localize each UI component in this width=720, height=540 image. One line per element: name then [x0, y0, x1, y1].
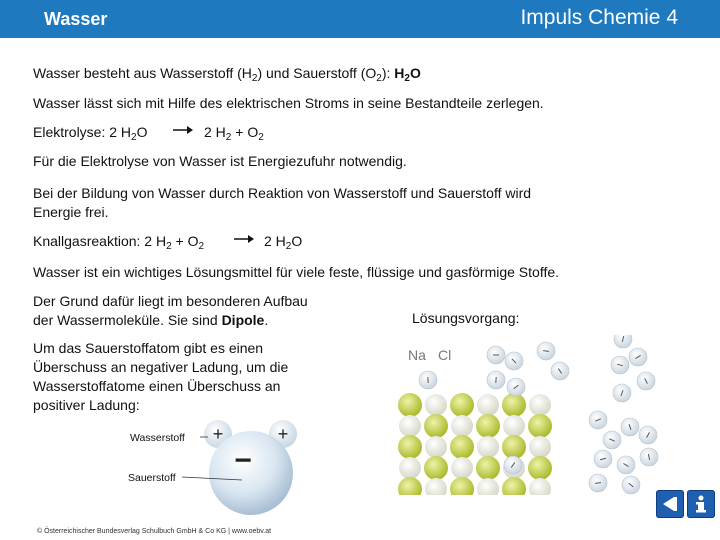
formula-h: H	[394, 65, 405, 81]
chloride-ion	[529, 478, 551, 495]
knallgas-product-o: O	[291, 233, 303, 249]
text-charge-b: Überschuss an negativer Ladung, um die	[33, 359, 289, 375]
chloride-ion	[503, 415, 525, 437]
chloride-ion	[425, 436, 447, 458]
text-charge-c: Wasserstoffatome einen Überschuss an	[33, 378, 281, 394]
sodium-ion	[398, 393, 422, 417]
sodium-ion	[528, 414, 552, 438]
formula-o: O	[409, 65, 421, 81]
knallgas-label: Knallgasreaktion: 2 H	[33, 233, 167, 249]
text-energy-release-b: Energie frei.	[33, 204, 109, 220]
sodium-ion	[502, 435, 526, 459]
sodium-ion	[424, 456, 448, 480]
products-o: + O	[231, 124, 259, 140]
sodium-ion	[476, 414, 500, 438]
sodium-ion	[424, 414, 448, 438]
plus-right: +	[277, 424, 289, 444]
knallgas-sub: 2	[166, 241, 172, 252]
knallgas-sub-2: 2	[198, 241, 205, 252]
chloride-ion	[425, 478, 447, 495]
chloride-ion	[529, 436, 551, 458]
reaction-arrow-icon	[172, 124, 194, 134]
book-title: Impuls Chemie 4	[520, 6, 678, 29]
chloride-ion	[477, 436, 499, 458]
composition-text-c: ):	[381, 65, 395, 81]
na-label: Na	[408, 347, 426, 363]
electrolysis-sub: 2	[131, 132, 137, 143]
cl-label: Cl	[438, 347, 452, 363]
copyright-footer: © Österreichischer Bundesverlag Schulbuch GmbH & Co KG | www.oebv.at	[37, 528, 272, 535]
electrolysis-equation	[33, 123, 148, 141]
sodium-ion	[450, 435, 474, 459]
text-electrolysis-intro: Wasser lässt sich mit Hilfe des elektrischen Stroms in seine Bestandteile zerlegen.	[33, 95, 544, 111]
text-reason-b	[33, 311, 268, 329]
knallgas-equation	[33, 232, 204, 250]
sodium-ion	[502, 393, 526, 417]
dipole-term: Dipole	[221, 312, 265, 328]
chloride-ion	[529, 394, 551, 416]
back-button[interactable]	[656, 490, 684, 518]
oxygen-label: Sauerstoff	[128, 472, 176, 484]
text-charge-a: Um das Sauerstoffatom gibt es einen	[33, 340, 264, 356]
plus-left: +	[212, 424, 224, 444]
chloride-ion	[451, 457, 473, 479]
sodium-ion	[502, 477, 526, 495]
water-molecule-diagram	[120, 410, 320, 525]
hydrogen-label: Wasserstoff	[130, 432, 185, 444]
chloride-ion	[477, 394, 499, 416]
sodium-ion	[450, 477, 474, 495]
solution-label: Lösungsvorgang:	[412, 310, 520, 326]
chloride-ion	[451, 415, 473, 437]
back-arrow-icon	[656, 490, 684, 518]
knallgas-plus: + O	[171, 233, 199, 249]
chloride-ion	[399, 457, 421, 479]
chloride-ion	[425, 394, 447, 416]
products-sub: 2	[225, 132, 232, 143]
composition-sub-1: 2	[251, 73, 258, 84]
composition-text-a: Wasser besteht aus Wasserstoff (H	[33, 65, 252, 81]
header-bar	[0, 0, 720, 38]
text-composition	[33, 64, 421, 82]
electrolysis-label: Elektrolyse: 2 H	[33, 124, 132, 140]
text-reason-a: Der Grund dafür liegt im besonderen Aufbau	[33, 293, 308, 309]
reaction-arrow-icon	[233, 233, 255, 243]
sodium-ion	[398, 477, 422, 495]
section-title: Wasser	[44, 9, 108, 29]
sodium-ion	[476, 456, 500, 480]
chloride-ion	[399, 415, 421, 437]
info-button[interactable]	[687, 490, 715, 518]
info-icon	[687, 490, 715, 518]
sodium-ion	[450, 393, 474, 417]
electrolysis-products	[204, 123, 264, 141]
sodium-ion	[528, 456, 552, 480]
reason-end: .	[264, 312, 269, 328]
knallgas-product-sub: 2	[285, 241, 292, 252]
text-energy-release-a: Bei der Bildung von Wasser durch Reaktion von Wasserstoff und Sauerstoff wird	[33, 185, 532, 201]
composition-sub-2: 2	[376, 73, 382, 84]
composition-text-b: ) und Sauerstoff (O	[257, 65, 377, 81]
knallgas-product-h: 2 H	[264, 233, 286, 249]
products-h: 2 H	[204, 124, 226, 140]
minus-sign: −	[234, 444, 252, 477]
electrolysis-o: O	[136, 124, 148, 140]
reason-text: der Wassermoleküle. Sie sind	[33, 312, 222, 328]
sodium-ion	[398, 435, 422, 459]
text-energy-input: Für die Elektrolyse von Wasser ist Energiezufuhr notwendig.	[33, 153, 407, 169]
chloride-ion	[477, 478, 499, 495]
formula-sub: 2	[404, 73, 410, 84]
knallgas-product	[264, 232, 302, 250]
products-sub-2: 2	[258, 132, 264, 143]
text-solvent: Wasser ist ein wichtiges Lösungsmittel für viele feste, flüssige und gasförmige Stoffe.	[33, 264, 560, 280]
dissolution-diagram	[398, 335, 698, 495]
text-charge-d: positiver Ladung:	[33, 397, 140, 413]
